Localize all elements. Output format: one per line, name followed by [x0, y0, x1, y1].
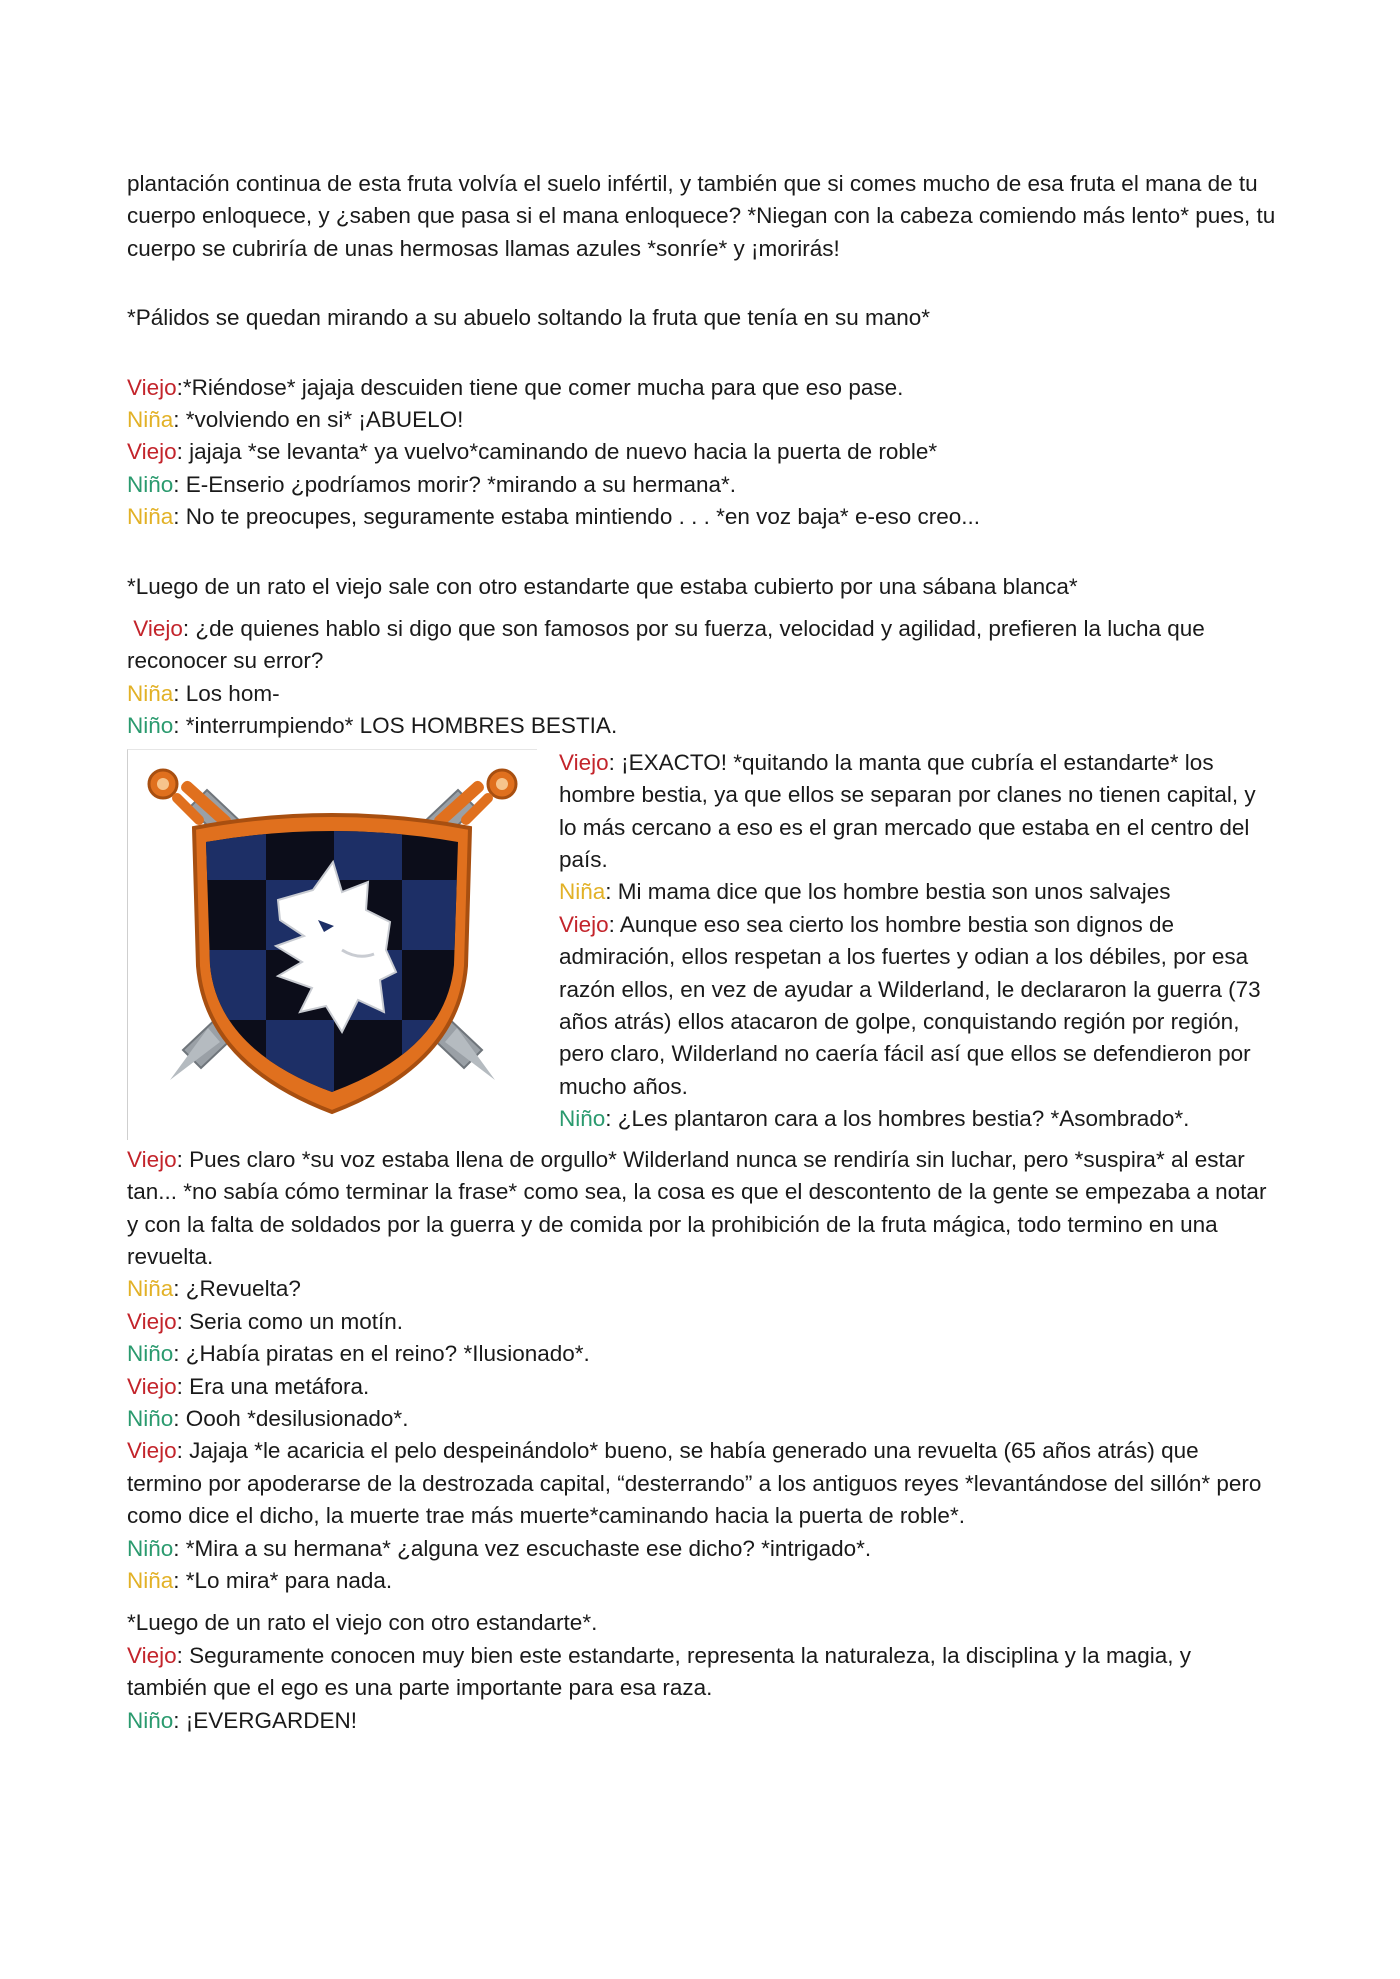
dialogue-line [127, 404, 1277, 436]
line-text: :*Riéndose* jajaja descuiden tiene que comer mucha para que eso pase. [176, 374, 904, 400]
dialogue-line [127, 678, 1277, 710]
speaker-nina: Niña [127, 1276, 174, 1302]
speaker-nino: Niño [127, 1535, 174, 1561]
line-text: : *volviendo en si* ¡ABUELO! [173, 407, 464, 433]
line-text: : *interrumpiendo* LOS HOMBRES BESTIA. [173, 713, 618, 739]
line-text: : Mi mama dice que los hombre bestia son unos salvajes [605, 879, 1171, 905]
dialogue-line [559, 747, 1277, 877]
speaker-viejo: Viejo [127, 374, 177, 400]
line-text: : Era una metáfora. [176, 1373, 370, 1399]
paragraph-luego-2: *Luego de un rato el viejo con otro estandarte*. [127, 1610, 598, 1636]
speaker-nina: Niña [127, 680, 174, 706]
dialogue-line [127, 1403, 1277, 1435]
speaker-viejo: Viejo [133, 616, 183, 642]
speaker-viejo: Viejo [127, 1373, 177, 1399]
line-text: : ¿de quienes hablo si digo que son famosos por su fuerza, velocidad y agilidad, prefieren la lucha que reconocer su error? [127, 616, 1205, 674]
dialogue-line [127, 1435, 1277, 1532]
dialogue-line [559, 1103, 1277, 1135]
speaker-viejo: Viejo [559, 911, 609, 937]
dialogue-line [127, 501, 1277, 533]
line-text: : No te preocupes, seguramente estaba mintiendo . . . *en voz baja* e-eso creo... [173, 504, 980, 530]
line-text: : Los hom- [173, 680, 280, 706]
dialogue-line [127, 613, 1277, 678]
speaker-nina: Niña [127, 1567, 174, 1593]
shield-icon [194, 810, 470, 1112]
dialogue-line [127, 1640, 1277, 1705]
dialogue-line [127, 710, 1277, 742]
dialogue-line [127, 1533, 1277, 1565]
banner-section [127, 747, 1277, 1140]
shield-crest-icon [128, 750, 537, 1140]
dialogue-line [559, 876, 1277, 908]
dialogue-line [127, 1338, 1277, 1370]
speaker-nina: Niña [127, 504, 174, 530]
banner-side-text [559, 747, 1277, 1136]
speaker-nino: Niño [127, 471, 174, 497]
line-text: : Aunque eso sea cierto los hombre bestia son dignos de admiración, ellos respetan a los fuertes y odian a los débiles, por esa razón ellos, en vez de ayudar a Wilderland, le declararon la guerra (73 años atrás) ellos atacaron de golpe, conquistando región por región, pero claro, Wilderland no caería fácil así que ellos se defendieron por mucho años. [559, 911, 1261, 1099]
line-text: : Jajaja *le acaricia el pelo despeinándolo* bueno, se había generado una revuelta (65 años atrás) que termino por apoderarse de la destrozada capital, “desterrando” a los antiguos reyes *levantándose del sillón* pero como dice el dicho, la muerte trae más muerte*caminando hacia la puerta de roble*. [127, 1438, 1262, 1529]
line-text: : ¿Les plantaron cara a los hombres bestia? *Asombrado*. [605, 1106, 1190, 1132]
speaker-nino: Niño [559, 1106, 606, 1132]
line-text: : Oooh *desilusionado*. [173, 1405, 409, 1431]
speaker-viejo: Viejo [559, 749, 609, 775]
line-text: : ¿Revuelta? [173, 1276, 301, 1302]
line-text: : ¡EXACTO! *quitando la manta que cubría el estandarte* los hombre bestia, ya que ellos se separan por clanes no tienen capital, y lo más cercano a eso es el gran mercado que estaba en el centro del país. [559, 749, 1256, 872]
dialogue-line [127, 372, 1277, 404]
speaker-nina: Niña [127, 407, 174, 433]
dialogue-line [127, 1306, 1277, 1338]
speaker-nino: Niño [127, 713, 174, 739]
line-text: : jajaja *se levanta* ya vuelvo*caminando de nuevo hacia la puerta de roble* [176, 439, 938, 465]
line-text: : ¿Había piratas en el reino? *Ilusionado*. [173, 1341, 590, 1367]
speaker-nina: Niña [559, 879, 606, 905]
paragraph-luego-1: *Luego de un rato el viejo sale con otro estandarte que estaba cubierto por una sábana blanca* [127, 573, 1078, 599]
line-text: : Pues claro *su voz estaba llena de orgullo* Wilderland nunca se rendiría sin luchar, pero *suspira* al estar tan... *no sabía cómo terminar la frase* como sea, la cosa es que el descontento de la gente se empezaba a notar y con la falta de soldados por la guerra y de comida por la prohibición de la fruta mágica, todo termino en una revuelta. [127, 1146, 1267, 1269]
dialogue-line [127, 1705, 1277, 1737]
dialogue-line [127, 1565, 1277, 1597]
line-text: : Seria como un motín. [176, 1308, 403, 1334]
speaker-viejo: Viejo [127, 1642, 177, 1668]
speaker-nino: Niño [127, 1341, 174, 1367]
speaker-viejo: Viejo [127, 439, 177, 465]
paragraph-palidos: *Pálidos se quedan mirando a su abuelo soltando la fruta que tenía en su mano* [127, 305, 931, 331]
line-text: : *Lo mira* para nada. [173, 1567, 393, 1593]
speaker-viejo: Viejo [127, 1308, 177, 1334]
speaker-viejo: Viejo [127, 1438, 177, 1464]
speaker-nino: Niño [127, 1405, 174, 1431]
dialogue-line [127, 1371, 1277, 1403]
paragraph-intro: plantación continua de esta fruta volvía el suelo infértil, y también que si comes mucho de esa fruta el mana de tu cuerpo enloquece, y ¿saben que pasa si el mana enloquece? *Niegan con la cabeza comiendo más lento* pues, tu cuerpo se cubriría de unas hermosas llamas azules *sonríe* y ¡morirás! [127, 171, 1276, 261]
dialogue-line [127, 469, 1277, 501]
beast-men-banner-image [127, 749, 537, 1140]
dialogue-line [127, 1273, 1277, 1305]
dialogue-line [559, 909, 1277, 1103]
document-page [127, 168, 1277, 1737]
line-text: : ¡EVERGARDEN! [173, 1707, 358, 1733]
line-text: : E-Enserio ¿podríamos morir? *mirando a su hermana*. [173, 471, 737, 497]
line-text: : *Mira a su hermana* ¿alguna vez escuchaste ese dicho? *intrigado*. [173, 1535, 872, 1561]
speaker-nino: Niño [127, 1707, 174, 1733]
line-text: : Seguramente conocen muy bien este estandarte, representa la naturaleza, la disciplina y la magia, y también que el ego es una parte importante para esa raza. [127, 1642, 1191, 1701]
dialogue-line [127, 436, 1277, 468]
speaker-viejo: Viejo [127, 1146, 177, 1172]
dialogue-line [127, 1144, 1277, 1274]
